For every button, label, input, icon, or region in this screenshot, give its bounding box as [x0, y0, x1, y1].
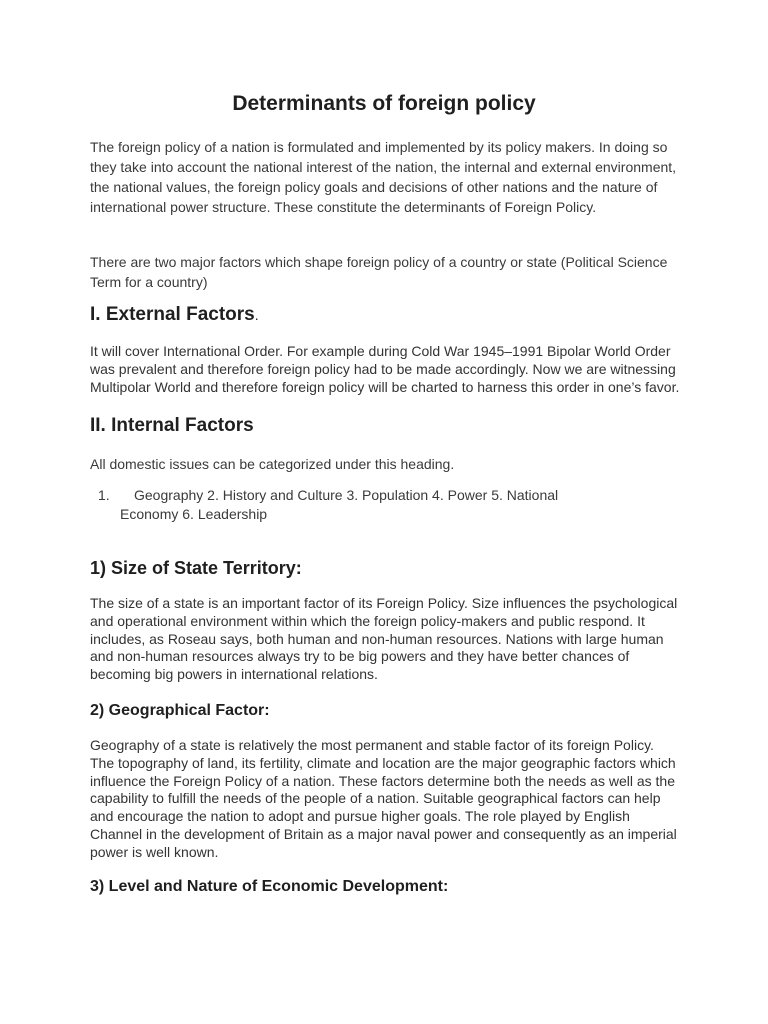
external-factors-heading-text: I. External Factors: [90, 304, 255, 325]
list-item-text: Geography 2. History and Culture 3. Population 4. Power 5. National: [134, 487, 559, 503]
external-factors-heading: [90, 304, 259, 326]
external-factors-paragraph: It will cover International Order. For example during Cold War 1945–1991 Bipolar World Order was prevalent and therefore foreign policy had to be made accordingly. Now we are witnessing Multipolar World and therefore foreign policy will be charted to harness this order in one’s favor.: [90, 343, 680, 395]
internal-factors-heading: II. Internal Factors: [90, 415, 254, 436]
list-item: [90, 486, 650, 505]
two-factors-paragraph: There are two major factors which shape foreign policy of a country or state (Political Science Term for a country): [90, 254, 668, 290]
intro-paragraph: The foreign policy of a nation is formulated and implemented by its policy makers. In doing so they take into account the national interest of the nation, the internal and external environment, the national values, the foreign policy goals and decisions of other nations and the nature of international power structure. These constitute the determinants of Foreign Policy.: [90, 139, 677, 215]
document-title: Determinants of foreign policy: [232, 92, 536, 115]
list-item-continuation: Economy 6. Leadership: [120, 506, 268, 522]
section-heading-economic-development: 3) Level and Nature of Economic Development:: [90, 878, 449, 895]
section-heading-size-of-territory: 1) Size of State Territory:: [90, 558, 302, 578]
external-factors-heading-period: .: [254, 307, 259, 323]
section-heading-geographical-factor: 2) Geographical Factor:: [90, 702, 270, 719]
internal-factors-paragraph: All domestic issues can be categorized under this heading.: [90, 456, 455, 472]
section-paragraph-size-of-territory: The size of a state is an important factor of its Foreign Policy. Size influences the psychological and operational environment within which the foreign policy-makers and public respond. It includes, as Roseau says, both human and non-human resources. Nations with large human and non-human resources always try to be big powers and they have better chances of becoming big powers in international relations.: [90, 595, 678, 683]
internal-factors-list: [90, 486, 650, 524]
section-paragraph-geographical-factor: Geography of a state is relatively the most permanent and stable factor of its foreign Policy. The topography of land, its fertility, climate and location are the major geographic factors which influence the Foreign Policy of a nation. These factors determine both the needs as well as the capability to fulfill the needs of the people of a nation. Suitable geographical factors can help and encourage the nation to adopt and pursue higher goals. The role played by English Channel in the development of Britain as a major naval power and consequently as an imperial power is well known.: [90, 737, 677, 860]
list-item-number: 1.: [98, 487, 110, 503]
